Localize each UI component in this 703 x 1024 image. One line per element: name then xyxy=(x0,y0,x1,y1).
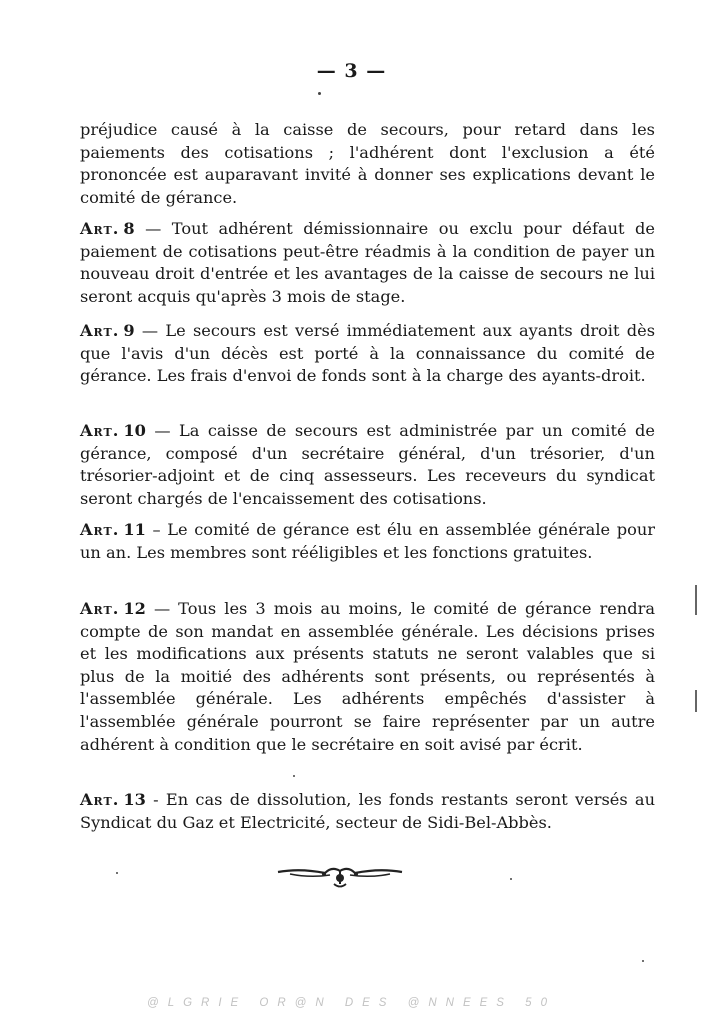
article-number: 13 xyxy=(123,790,146,809)
article-text: - En cas de dissolution, les fonds restants seront versés au Syndicat du Gaz et Electricité, secteur de Sidi-Bel-Abbès. xyxy=(80,790,655,832)
article-text: – Le comité de gérance est élu en assemblée générale pour un an. Les membres sont rééligibles et les fonctions gratuites. xyxy=(80,520,655,562)
paragraph-continuation xyxy=(80,119,655,209)
scan-edge-mark xyxy=(695,690,697,712)
scan-edge-mark xyxy=(695,585,697,615)
print-speck xyxy=(318,92,321,95)
article-8 xyxy=(80,218,655,308)
article-label: Art. xyxy=(80,321,120,340)
article-label: Art. xyxy=(80,421,120,440)
article-10 xyxy=(80,420,655,510)
article-number: 8 xyxy=(123,219,135,238)
article-12 xyxy=(80,598,655,756)
article-text: — Tous les 3 mois au moins, le comité de gérance rendra compte de son mandat en assemblée générale. Les décisions prises et les modifications aux présents statuts ne seront valables que si plus de la moitié des adhérents sont présents, ou représentés à l'assemblée générale. Les adhérents empêchés d'assister à l'assemblée générale pourront se faire représenter par un autre adhérent à condition que le secrétaire en soit avisé par écrit. xyxy=(80,599,655,754)
article-text: — Le secours est versé immédiatement aux ayants droit dès que l'avis d'un décès est porté à la connaissance du comité de gérance. Les frais d'envoi de fonds sont à la charge des ayants-droit. xyxy=(80,321,655,386)
article-number: 12 xyxy=(123,599,146,618)
footer-watermark: @LGRIE OR@N DES @NNEES 50 xyxy=(147,997,556,1009)
print-speck xyxy=(293,775,295,777)
article-label: Art. xyxy=(80,520,120,539)
print-speck xyxy=(510,878,512,880)
article-number: 11 xyxy=(123,520,146,539)
article-number: 9 xyxy=(123,321,135,340)
article-text: — La caisse de secours est administrée par un comité de gérance, composé d'un secrétaire général, d'un trésorier, d'un trésorier-adjoint et de cinq assesseurs. Les receveurs du syndicat seront chargés de l'encaissement des cotisations. xyxy=(80,421,655,508)
paragraph-text: préjudice causé à la caisse de secours, pour retard dans les paiements des cotisations ; l'adhérent dont l'exclusion a été prononcée est auparavant invité à donner ses explications devant le comité de gérance. xyxy=(80,120,655,207)
article-9 xyxy=(80,320,655,388)
article-label: Art. xyxy=(80,790,120,809)
print-speck xyxy=(116,872,118,874)
article-11 xyxy=(80,519,655,564)
page-number: — 3 — xyxy=(316,60,387,82)
article-label: Art. xyxy=(80,599,120,618)
article-label: Art. xyxy=(80,219,120,238)
print-speck xyxy=(642,960,644,962)
article-text: — Tout adhérent démissionnaire ou exclu pour défaut de paiement de cotisations peut-être réadmis à la condition de payer un nouveau droit d'entrée et les avantages de la caisse de secours ne lui seront acquis qu'après 3 mois de stage. xyxy=(80,219,655,306)
article-13 xyxy=(80,789,655,834)
fleuron-ornament-icon xyxy=(270,862,410,892)
article-number: 10 xyxy=(123,421,146,440)
